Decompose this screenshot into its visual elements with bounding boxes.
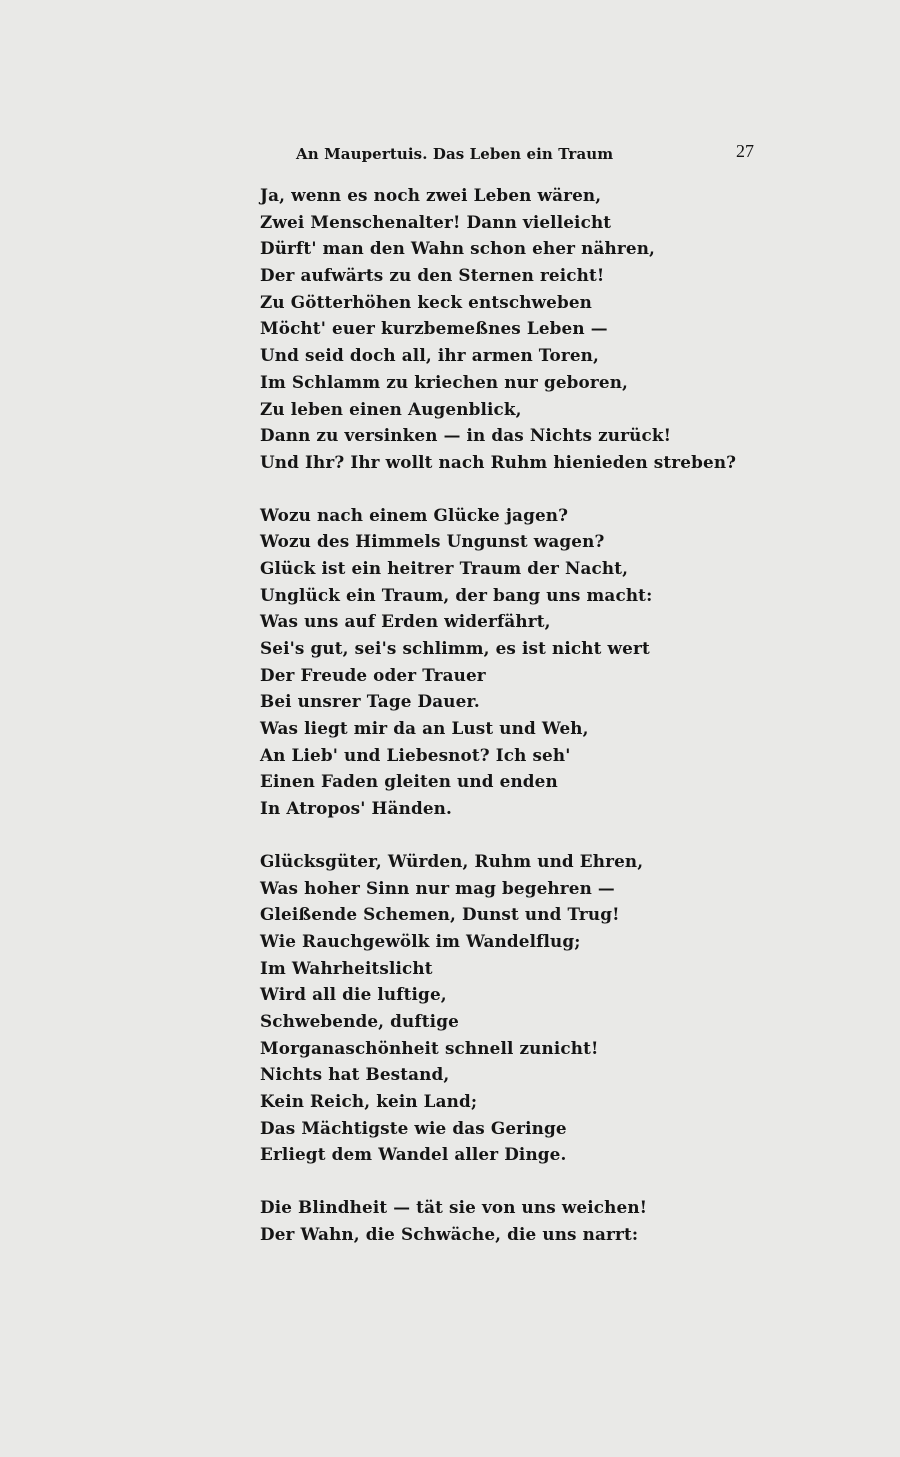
verse-line: Was liegt mir da an Lust und Weh,: [260, 718, 589, 739]
stanza-2: [260, 502, 820, 822]
verse-line: Was hoher Sinn nur mag begehren —: [260, 877, 615, 898]
verse-line: Glücksgüter, Würden, Ruhm und Ehren,: [260, 850, 644, 871]
verse-line: Ja, wenn es noch zwei Leben wären,: [260, 185, 602, 205]
stanza-3: [260, 848, 820, 1168]
stanza-1: [260, 182, 820, 476]
verse-line: Dürft' man den Wahn schon eher nähren,: [260, 238, 656, 259]
verse-line: Dann zu versinken — in das Nichts zurück!: [260, 425, 672, 446]
verse-line: Kein Reich, kein Land;: [260, 1091, 478, 1111]
verse-line: Der Wahn, die Schwäche, die uns narrt:: [260, 1223, 639, 1244]
verse-line: Zu Götterhöhen keck entschweben: [260, 291, 593, 312]
verse-line: Wird all die luftige,: [260, 984, 447, 1005]
verse-line: Und seid doch all, ihr armen Toren,: [260, 345, 599, 366]
verse-line: Unglück ein Traum, der bang uns macht:: [260, 584, 653, 605]
verse-line: Sei's gut, sei's schlimm, es ist nicht wert: [260, 638, 650, 658]
verse-line: Der aufwärts zu den Sternen reicht!: [260, 265, 605, 286]
verse-line: Zwei Menschenalter! Dann vielleicht: [260, 211, 612, 232]
verse-line: Der Freude oder Trauer: [260, 664, 486, 685]
verse-line: Zu leben einen Augenblick,: [260, 398, 522, 419]
verse-line: Glück ist ein heitrer Traum der Nacht,: [260, 557, 629, 578]
verse-line: Wie Rauchgewölk im Wandelflug;: [260, 930, 581, 951]
verse-line: Wozu nach einem Glücke jagen?: [260, 504, 569, 525]
verse-line: In Atropos' Händen.: [260, 798, 452, 819]
verse-line: Erliegt dem Wandel aller Dinge.: [260, 1144, 567, 1165]
verse-line: Nichts hat Bestand,: [260, 1064, 450, 1085]
page-number: 27: [736, 141, 754, 161]
stanza-4: [260, 1194, 820, 1247]
verse-line: Morganaschönheit schnell zunicht!: [260, 1037, 599, 1058]
verse-line: Was uns auf Erden widerfährt,: [260, 611, 551, 632]
verse-line: Das Mächtigste wie das Geringe: [260, 1117, 567, 1138]
running-title: An Maupertuis. Das Leben ein Traum: [296, 145, 614, 163]
verse-line: Gleißende Schemen, Dunst und Trug!: [260, 904, 620, 925]
verse-line: Schwebende, duftige: [260, 1010, 459, 1031]
poem-body: [260, 182, 820, 1273]
verse-line: Die Blindheit — tät sie von uns weichen!: [260, 1197, 648, 1218]
verse-line: Wozu des Himmels Ungunst wagen?: [260, 531, 605, 552]
verse-line: An Lieb' und Liebesnot? Ich seh': [260, 744, 571, 765]
verse-line: Und Ihr? Ihr wollt nach Ruhm hienieden streben?: [260, 451, 737, 472]
verse-line: Möcht' euer kurzbemeßnes Leben —: [260, 318, 608, 339]
verse-line: Einen Faden gleiten und enden: [260, 771, 558, 792]
verse-line: Im Wahrheitslicht: [260, 957, 433, 978]
verse-line: Im Schlamm zu kriechen nur geboren,: [260, 371, 629, 392]
verse-line: Bei unsrer Tage Dauer.: [260, 691, 480, 712]
page-header: [0, 141, 900, 171]
